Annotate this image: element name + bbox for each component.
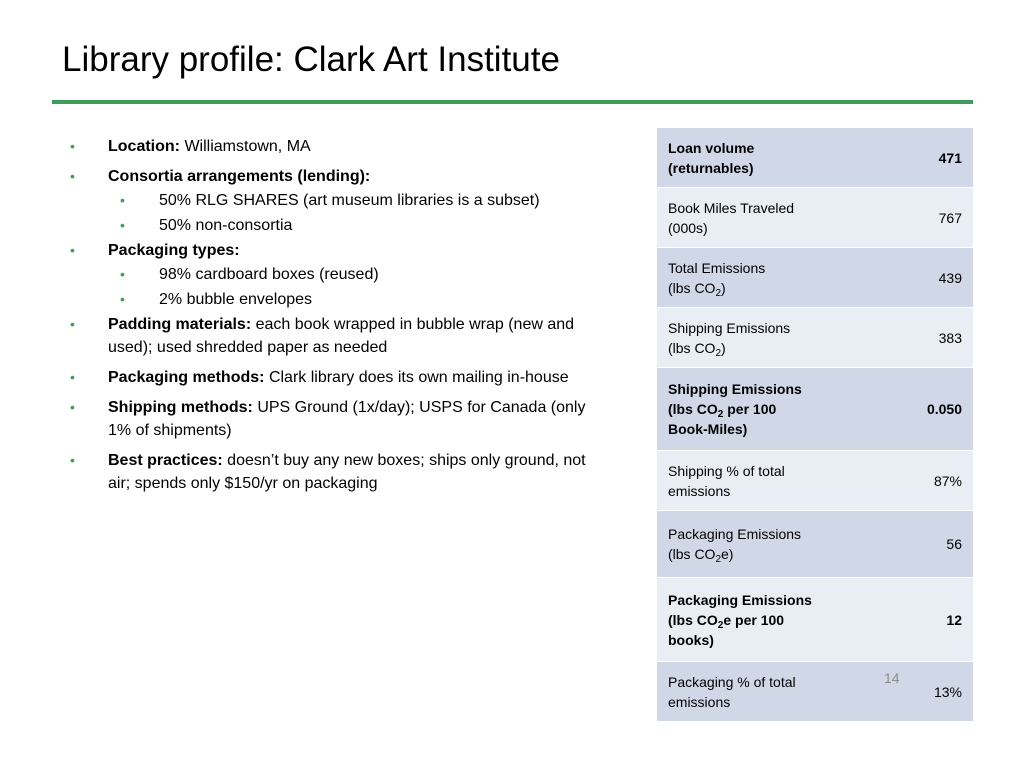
row-label — [668, 379, 828, 439]
bullet-packaging-methods — [70, 366, 590, 389]
row-label — [668, 138, 828, 178]
row-value: 56 — [946, 536, 962, 552]
subscript: 2 — [715, 287, 722, 299]
row-label — [668, 198, 828, 238]
bullet-consortia-label: Consortia arrangements (lending): — [108, 168, 371, 185]
subscript: 2 — [715, 347, 722, 359]
bullet-best-practices — [70, 449, 590, 495]
table-row — [657, 308, 973, 368]
row-label-line: (lbs CO — [668, 546, 716, 562]
row-label-line: per 100 — [723, 401, 777, 417]
table-row — [657, 511, 973, 578]
row-label-line: Shipping Emissions — [668, 319, 791, 336]
consortia-item: • 50% RLG SHARES (art museum libraries is a subset) — [108, 189, 590, 212]
bullet-best-text: doesn’t buy any new boxes; ships only ground, not air; spends only $150/yr on packaging — [108, 452, 586, 492]
bullet-shipping-text: UPS Ground (1x/day); USPS for Canada (only 1% of shipments) — [108, 399, 586, 439]
row-label-line: Book Miles Traveled — [668, 199, 795, 216]
consortia-sublist — [108, 189, 590, 237]
bullet-shipping-label: Shipping methods: — [108, 399, 253, 416]
row-value: 383 — [938, 329, 962, 346]
table-row — [657, 451, 973, 511]
bullet-methods-label: Packaging methods: — [108, 369, 265, 386]
subscript: 2 — [717, 409, 724, 420]
row-label-line: (lbs CO — [668, 401, 718, 417]
bullet-consortia — [70, 165, 590, 237]
bullet-best-label: Best practices: — [108, 452, 223, 469]
row-label-line: e) — [721, 546, 734, 562]
row-value: 0.050 — [926, 401, 962, 417]
row-label-line: Loan volume — [668, 139, 755, 156]
row-label-line: (returnables) — [668, 159, 754, 176]
bullet-padding-text: each book wrapped in bubble wrap (new and used); used shredded paper as needed — [108, 316, 575, 356]
table-row — [657, 578, 973, 662]
row-label-line: Shipping % of total — [668, 462, 785, 479]
slide-title: Library profile: Clark Art Institute — [62, 40, 560, 79]
row-value: 12 — [946, 611, 962, 628]
row-value: 767 — [938, 209, 962, 226]
row-label-line: (lbs CO — [668, 611, 718, 628]
row-label — [668, 258, 828, 298]
emissions-table — [657, 128, 973, 722]
packaging-types-sublist — [108, 263, 590, 311]
bullet-packaging-types-label: Packaging types: — [108, 242, 240, 259]
table-row — [657, 248, 973, 308]
bullet-location-text: Williamstown, MA — [184, 138, 311, 155]
row-label-line: e per 100 — [723, 611, 785, 628]
table-row — [657, 368, 973, 451]
bullet-location — [70, 135, 590, 158]
row-label-line: books) — [668, 631, 714, 648]
row-label-line: ) — [721, 339, 726, 356]
packaging-type-item: • 98% cardboard boxes (reused) — [108, 263, 590, 286]
row-label-line: emissions — [668, 693, 731, 710]
row-label-line: (lbs CO — [668, 279, 716, 296]
row-label-line: Packaging % of total — [668, 673, 796, 690]
packaging-type-item: • 2% bubble envelopes — [108, 288, 590, 311]
bullet-location-label: Location: — [108, 138, 180, 155]
bullet-packaging-types — [70, 239, 590, 311]
row-label-line: Packaging Emissions — [668, 526, 802, 542]
row-value: 471 — [938, 149, 962, 166]
row-label — [668, 590, 828, 650]
row-label — [668, 318, 828, 358]
row-value: 13% — [933, 683, 962, 700]
row-label — [668, 524, 828, 564]
row-value: 87% — [933, 472, 962, 489]
consortia-item: • 50% non-consortia — [108, 214, 590, 237]
bullet-shipping — [70, 396, 590, 442]
table-row — [657, 188, 973, 248]
title-divider — [52, 100, 973, 104]
table-row — [657, 128, 973, 188]
row-label-line: Total Emissions — [668, 259, 766, 276]
subscript: 2 — [715, 554, 722, 565]
row-label — [668, 672, 828, 712]
bullet-padding — [70, 313, 590, 359]
bullet-list — [70, 135, 590, 502]
row-label-line: Packaging Emissions — [668, 591, 812, 608]
row-label — [668, 461, 828, 501]
table-row — [657, 662, 973, 722]
bullet-methods-text: Clark library does its own mailing in-house — [268, 369, 569, 386]
row-label-line: (lbs CO — [668, 339, 716, 356]
row-value: 439 — [938, 269, 962, 286]
page-number: 14 — [884, 670, 900, 686]
bullet-padding-label: Padding materials: — [108, 316, 252, 333]
row-label-line: (000s) — [668, 219, 708, 236]
row-label-line: emissions — [668, 482, 731, 499]
row-label-line: Shipping Emissions — [668, 381, 802, 397]
row-label-line: ) — [721, 279, 726, 296]
subscript: 2 — [717, 619, 724, 631]
row-label-line: Book-Miles) — [668, 421, 748, 437]
